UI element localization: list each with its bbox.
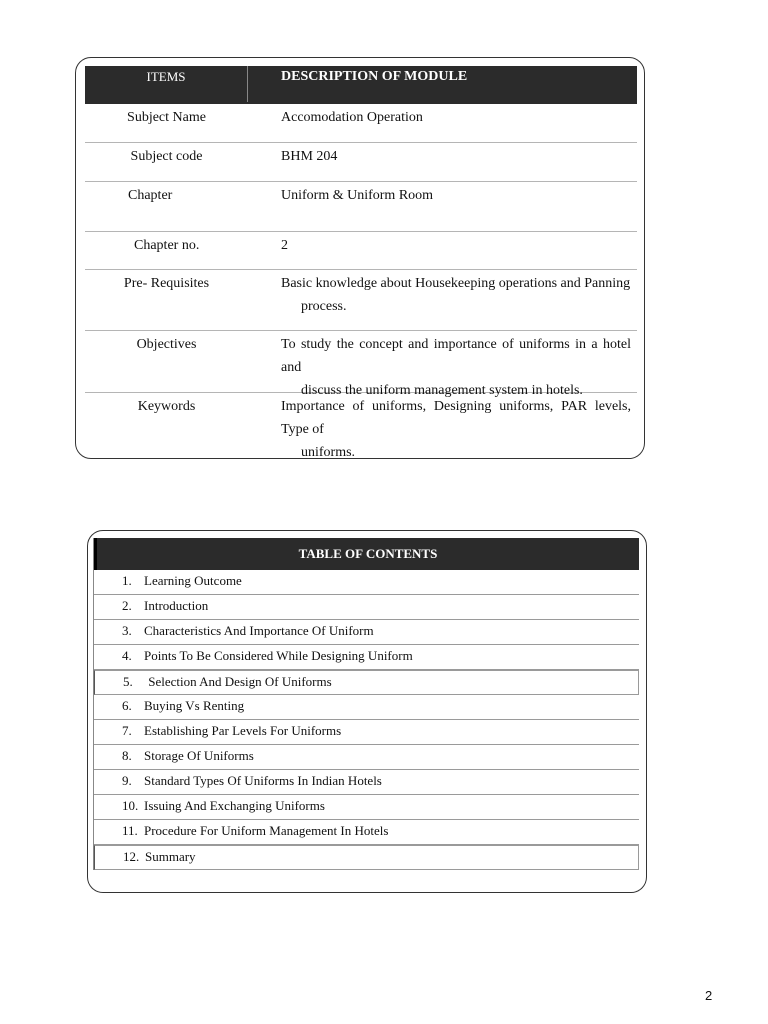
items-header: ITEMS xyxy=(85,66,248,102)
table-of-contents xyxy=(93,538,639,870)
toc-item xyxy=(94,820,639,845)
row-label: Chapter xyxy=(128,188,173,203)
module-row-subject-code xyxy=(85,143,637,182)
toc-item-number: 6. xyxy=(122,698,132,713)
toc-item-text: Characteristics And Importance Of Uniform xyxy=(144,623,374,638)
toc-item-text: Standard Types Of Uniforms In Indian Hotels xyxy=(144,773,382,788)
row-value: Accomodation Operation xyxy=(281,110,423,125)
toc-item-number: 12. xyxy=(123,849,140,864)
toc-item xyxy=(94,845,639,870)
row-label: Objectives xyxy=(136,337,197,352)
row-value-block xyxy=(248,270,637,330)
toc-item-text: Points To Be Considered While Designing Uniform xyxy=(144,648,413,663)
module-row-chapter xyxy=(85,182,637,232)
row-label: Chapter no. xyxy=(134,238,200,253)
toc-title: TABLE OF CONTENTS xyxy=(94,538,639,570)
toc-item xyxy=(94,770,639,795)
row-value: Basic knowledge about Housekeeping operations and Panning xyxy=(281,276,631,291)
toc-item-number: 11. xyxy=(122,823,138,838)
row-label: Keywords xyxy=(137,399,196,414)
row-value: To study the concept and importance of uniforms in a hotel and xyxy=(281,337,631,375)
toc-item-number: 1. xyxy=(122,573,132,588)
toc-item-number: 10. xyxy=(122,798,139,813)
page-number: 2 xyxy=(705,988,713,1003)
toc-item xyxy=(94,645,639,670)
toc-item-number: 3. xyxy=(122,623,132,638)
row-value-continued: process. xyxy=(301,299,347,314)
module-row-chapter-no xyxy=(85,232,637,270)
toc-item xyxy=(94,595,639,620)
module-table-header xyxy=(85,66,637,104)
toc-item-text: Issuing And Exchanging Uniforms xyxy=(144,798,325,813)
toc-item-number: 5. xyxy=(123,674,133,689)
row-value-block xyxy=(248,331,637,398)
row-value-block xyxy=(248,393,637,460)
module-row-subject-name xyxy=(85,104,637,143)
toc-item-text: Summary xyxy=(145,849,196,864)
toc-item-text: Introduction xyxy=(144,598,209,613)
row-value: Uniform & Uniform Room xyxy=(281,188,434,203)
row-label: Subject Name xyxy=(127,110,206,125)
row-value: 2 xyxy=(281,238,288,253)
toc-item xyxy=(94,720,639,745)
toc-item xyxy=(94,745,639,770)
row-value: Importance of uniforms, Designing uniforms, PAR levels, Type of xyxy=(281,399,631,437)
toc-item-text: Establishing Par Levels For Uniforms xyxy=(144,723,342,738)
toc-item-text: Buying Vs Renting xyxy=(144,698,245,713)
row-label: Subject code xyxy=(130,149,203,164)
toc-item xyxy=(94,795,639,820)
toc-item-number: 4. xyxy=(122,648,132,663)
module-row-keywords xyxy=(85,393,637,460)
toc-item-text: Procedure For Uniform Management In Hotels xyxy=(144,823,389,838)
row-value-continued: uniforms. xyxy=(301,445,356,460)
toc-item-number: 2. xyxy=(122,598,132,613)
toc-item-text: Selection And Design Of Uniforms xyxy=(145,674,332,689)
toc-item-number: 8. xyxy=(122,748,132,763)
toc-item-text: Storage Of Uniforms xyxy=(144,748,254,763)
toc-item xyxy=(94,620,639,645)
module-row-prerequisites xyxy=(85,270,637,331)
toc-item xyxy=(94,670,639,695)
row-value-continued: discuss the uniform management system in hotels. xyxy=(301,383,583,398)
toc-item-text: Learning Outcome xyxy=(144,573,242,588)
description-header: DESCRIPTION OF MODULE xyxy=(281,69,468,84)
toc-item xyxy=(94,570,639,595)
module-row-objectives xyxy=(85,331,637,398)
row-label: Pre- Requisites xyxy=(123,276,210,291)
row-value: BHM 204 xyxy=(281,149,338,164)
toc-item xyxy=(94,695,639,720)
toc-item-number: 9. xyxy=(122,773,132,788)
module-description-table xyxy=(85,66,637,460)
toc-item-number: 7. xyxy=(122,723,132,738)
